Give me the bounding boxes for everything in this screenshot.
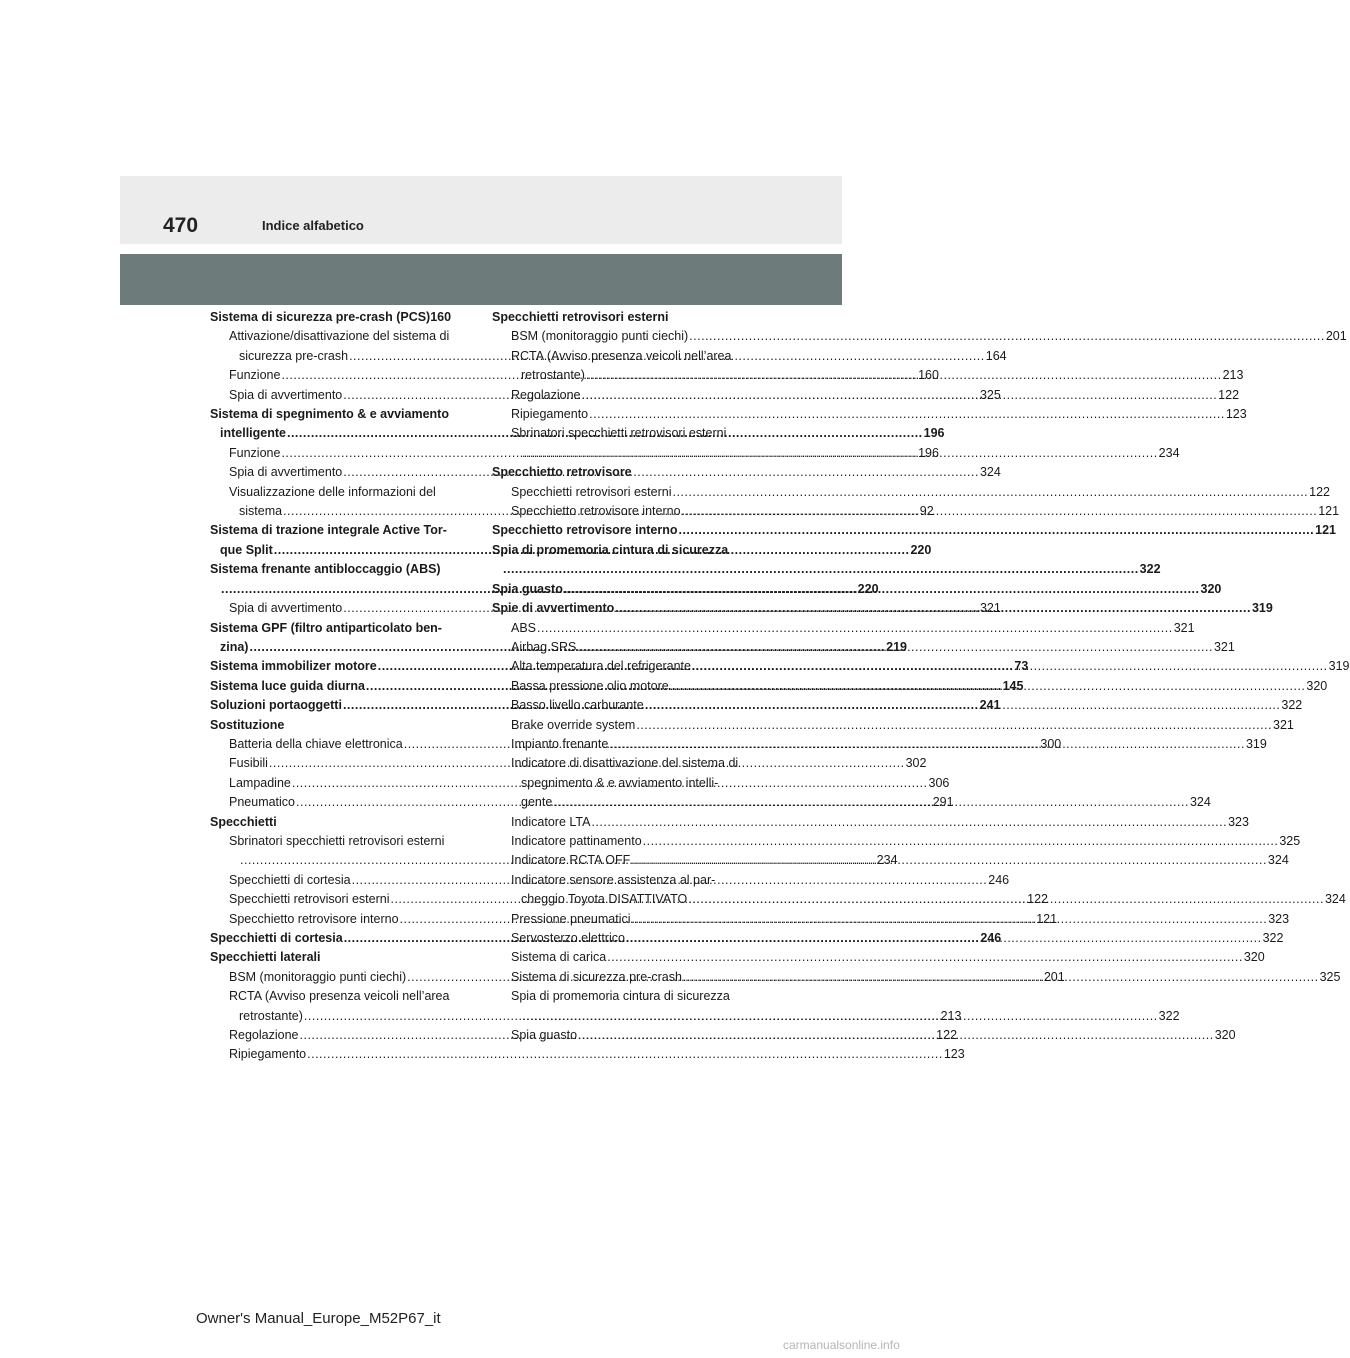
index-entry-label: Spia di promemoria cintura di sicurezza <box>492 542 729 557</box>
leader-dots <box>632 910 1268 929</box>
index-entry <box>210 813 462 832</box>
index-entry-label: Indicatore sensore assistenza al par- <box>511 872 716 887</box>
index-entry-label: Pneumatico <box>229 795 296 810</box>
index-entry-label: Attivazione/disattivazione del sistema di <box>229 329 450 344</box>
index-entry <box>210 948 462 967</box>
index-entry-label: Lampadine <box>229 775 291 790</box>
index-entry <box>492 308 742 327</box>
page-reference: 322 <box>1158 1008 1180 1023</box>
page-reference: 322 <box>1262 931 1284 945</box>
page-reference: 321 <box>1173 620 1195 635</box>
index-entry-label: Sistema luce guida diurna <box>210 678 365 693</box>
page-reference: 196 <box>918 445 939 460</box>
index-entry-label: Spia di avvertimento <box>229 601 343 616</box>
index-entry-label: Spia di avvertimento <box>229 465 343 480</box>
index-entry-label: Indicatore pattinamento <box>511 833 642 848</box>
page-reference: 121 <box>1315 523 1336 538</box>
page-reference: 220 <box>857 581 879 596</box>
page-reference: 241 <box>979 698 1001 713</box>
leader-dots <box>631 851 1267 870</box>
index-entry-label: Indicatore di disattivazione del sistema di <box>511 756 739 771</box>
index-entry-label: Specchietti di cortesia <box>210 931 343 945</box>
index-entry-label: Sistema di trazione integrale Active Tor- <box>210 523 447 538</box>
index-entry-label: retrostante) <box>521 368 585 383</box>
page-reference: 300 <box>1040 736 1062 751</box>
leader-dots <box>537 619 1173 638</box>
index-entry-label: Servosterzo elettrico <box>511 931 625 945</box>
section-banner <box>120 254 842 305</box>
index-entry-label: Sistema immobilizer motore <box>210 659 377 674</box>
index-entry-label: BSM (monitoraggio punti ciechi) <box>511 329 689 344</box>
page-reference: 219 <box>886 639 908 654</box>
page-reference: 325 <box>1319 969 1341 984</box>
leader-dots <box>577 638 1213 657</box>
page-reference: 196 <box>923 426 945 441</box>
index-entry-label: Bassa pressione olio motore <box>511 678 669 693</box>
index-entry-label: ABS <box>511 620 537 635</box>
page-reference: 323 <box>1228 814 1249 829</box>
index-entry-label: Spia di avvertimento <box>229 387 343 402</box>
leader-dots <box>503 560 1139 579</box>
index-entry-label: zina) <box>220 639 249 654</box>
section-title: Indice alfabetico <box>262 218 364 233</box>
page-reference: 121 <box>1036 911 1058 926</box>
page-reference: 123 <box>1225 407 1247 422</box>
index-subentry <box>492 716 1294 735</box>
page-reference: 92 <box>919 504 934 519</box>
page-reference: 73 <box>1014 659 1029 674</box>
index-entry-label: Sistema di sicurezza pre-crash <box>511 969 682 984</box>
page-reference: 321 <box>1213 639 1235 654</box>
page-reference: 123 <box>943 1047 965 1062</box>
page-reference: 121 <box>1318 504 1340 519</box>
page-reference: 319 <box>1328 659 1350 674</box>
page-reference: 160 <box>918 368 939 383</box>
index-subentry <box>492 813 1249 832</box>
index-entry-label: Basso livello carburante <box>511 698 644 713</box>
index-entry-label: Specchietto retrovisore interno <box>511 504 681 519</box>
index-subentry <box>492 327 1347 346</box>
page-reference: 320 <box>1200 581 1222 596</box>
index-entry-label: Specchietto retrovisore <box>492 465 632 480</box>
index-entry-label: Indicatore LTA <box>511 814 591 829</box>
leader-dots <box>522 1007 1158 1026</box>
index-entry-label: Indicatore RCTA OFF <box>511 853 631 868</box>
page-reference: 201 <box>1043 969 1065 984</box>
page-reference: 213 <box>940 1008 962 1023</box>
page-reference: 145 <box>1002 678 1024 693</box>
index-entry-label: sicurezza pre-crash <box>239 348 349 363</box>
index-entry-label: Ripiegamento <box>229 1047 307 1062</box>
index-entry-label: sistema <box>239 504 283 519</box>
index-entry-label: retrostante) <box>239 1008 303 1023</box>
index-entry-label: Sistema frenante antibloccaggio (ABS) <box>210 562 441 577</box>
page-reference: 291 <box>932 795 954 810</box>
index-entry-label: Specchietti laterali <box>210 950 321 965</box>
index-subentry <box>492 832 1301 851</box>
index-entry <box>210 716 462 735</box>
index-entry-label: gente <box>521 795 553 810</box>
page-reference: 324 <box>979 465 1001 480</box>
index-entry-label: Brake override system <box>511 717 636 732</box>
header-bar <box>120 176 842 244</box>
page-reference: 320 <box>1243 950 1265 965</box>
page-reference: 234 <box>876 853 898 868</box>
leader-dots <box>636 716 1272 735</box>
page-reference: 321 <box>979 601 1001 616</box>
index-entry-label: Regolazione <box>229 1028 299 1043</box>
leader-dots <box>682 502 1318 521</box>
leader-dots <box>553 793 1189 812</box>
leader-dots <box>522 444 1158 463</box>
index-entry-label: BSM (monitoraggio punti ciechi) <box>229 969 407 984</box>
footer-text: Owner's Manual_Europe_M52P67_it <box>196 1310 441 1327</box>
index-entry-label: cheggio Toyota DISATTIVATO <box>521 892 688 907</box>
leader-dots <box>688 890 1324 909</box>
watermark-text: carmanualsonline.info <box>783 1338 900 1352</box>
leader-dots <box>609 735 1245 754</box>
page-reference: 234 <box>1158 445 1180 460</box>
leader-dots <box>591 813 1227 832</box>
index-entry-label: Sistema di spegnimento & e avviamento <box>210 407 449 422</box>
page-reference: 322 <box>1281 698 1303 713</box>
page-reference: 322 <box>1139 562 1161 577</box>
page-reference: 213 <box>1222 368 1244 383</box>
page-reference: 323 <box>1268 911 1290 926</box>
page-reference: 122 <box>1027 892 1049 907</box>
index-entry-label: intelligente <box>220 426 286 441</box>
leader-dots <box>689 327 1325 346</box>
page-reference: 160 <box>430 310 452 324</box>
index-entry <box>210 308 462 327</box>
page-reference: 122 <box>1309 484 1331 499</box>
page-reference: 324 <box>1189 795 1211 810</box>
index-entry-label: Specchietti di cortesia <box>229 872 351 887</box>
page-reference: 246 <box>988 872 1010 887</box>
leader-dots <box>564 580 1200 599</box>
page-reference: 122 <box>936 1028 958 1043</box>
index-entry-label: Specchietti retrovisori esterni <box>492 310 669 324</box>
index-entry-label: spegnimento & e avviamento intelli- <box>521 775 719 790</box>
index-entry <box>492 521 1336 540</box>
index-entry-label: Sistema di carica <box>511 950 607 965</box>
index-entry-label: Funzione <box>229 445 281 460</box>
leader-dots <box>672 483 1308 502</box>
index-entry-label: RCTA (Avviso presenza veicoli nell’area <box>229 989 450 1004</box>
index-entry-label: Specchietto retrovisore interno <box>229 911 399 926</box>
page-reference: 324 <box>1324 892 1346 907</box>
leader-dots <box>670 677 1306 696</box>
index-subentry <box>492 483 1331 502</box>
leader-dots <box>586 366 1222 385</box>
leader-dots <box>307 1045 943 1064</box>
index-entry-label: Specchietti retrovisori esterni <box>511 484 672 499</box>
page-reference: 324 <box>1267 853 1289 868</box>
index-entry-label: Ripiegamento <box>511 407 589 422</box>
index-subentry <box>492 948 1265 967</box>
index-entry-label: Specchietti retrovisori esterni <box>229 892 390 907</box>
index-entry-label: Funzione <box>229 368 281 383</box>
index-entry-label: que Split <box>220 542 273 557</box>
index-entry-label: Sbrinatori specchietti retrovisori esterni <box>229 833 445 848</box>
index-entry-label: Spia guasto <box>511 1028 578 1043</box>
leader-dots <box>607 948 1243 967</box>
page-reference: 319 <box>1245 736 1267 751</box>
leader-dots <box>615 599 1251 618</box>
index-entry-label: Specchietti <box>210 814 277 829</box>
page-reference: 320 <box>1214 1028 1236 1043</box>
leader-dots <box>589 405 1225 424</box>
page-number: 470 <box>163 214 199 237</box>
page-reference: 122 <box>1218 387 1240 402</box>
index-entry-label: Spia di promemoria cintura di sicurezza <box>511 989 730 1004</box>
page-reference: 325 <box>1279 833 1301 848</box>
page-reference: 320 <box>1306 678 1328 693</box>
index-entry-label: Sbrinatori specchietti retrovisori esterni <box>511 426 727 441</box>
index-entry-label: Sostituzione <box>210 717 285 732</box>
index-entry-label: RCTA (Avviso presenza veicoli nell’area <box>511 348 732 363</box>
page-reference: 325 <box>979 387 1001 402</box>
leader-dots <box>645 696 1281 715</box>
page-reference: 246 <box>980 931 1002 945</box>
index-entry-label: Fusibili <box>229 756 268 771</box>
page-reference: 321 <box>1273 717 1294 732</box>
index-entry-label: Soluzioni portaoggetti <box>210 698 342 713</box>
index-entry-label: Regolazione <box>511 387 581 402</box>
page-reference: 306 <box>928 775 950 790</box>
index-entry-label: Visualizzazione delle informazioni del <box>229 484 436 499</box>
leader-dots <box>692 657 1328 676</box>
index-entry-label: Alta temperatura del refrigerante <box>511 659 691 674</box>
leader-dots <box>678 521 1314 540</box>
index-entry-label: Spia guasto <box>492 581 563 596</box>
page-reference: 164 <box>985 348 1007 363</box>
index-entry-label: Sistema GPF (filtro antiparticolato ben- <box>210 620 442 635</box>
page-reference: 319 <box>1251 601 1273 616</box>
index-entry-label: Pressione pneumatici <box>511 911 631 926</box>
index-entry-label: Batteria della chiave elettronica <box>229 736 403 751</box>
index-subentry <box>492 619 1195 638</box>
page-reference: 302 <box>905 756 927 771</box>
index-subentry <box>210 444 939 463</box>
index-subentry <box>492 405 1247 424</box>
leader-dots <box>643 832 1279 851</box>
leader-dots <box>683 968 1319 987</box>
index-entry-label: Airbag SRS <box>511 639 577 654</box>
leader-dots <box>578 1026 1214 1045</box>
index-entry-label: Spie di avvertimento <box>492 601 615 616</box>
index-subentry <box>210 1045 965 1064</box>
index-entry-label: Impianto frenante <box>511 736 609 751</box>
index-entry <box>492 463 742 482</box>
leader-dots <box>582 386 1218 405</box>
index-entry-label: Specchietto retrovisore interno <box>492 523 678 538</box>
leader-dots <box>626 929 1262 948</box>
page-reference: 201 <box>1325 329 1347 344</box>
index-entry-label: Sistema di sicurezza pre-crash (PCS) <box>210 310 431 324</box>
page-reference: 220 <box>910 542 932 557</box>
